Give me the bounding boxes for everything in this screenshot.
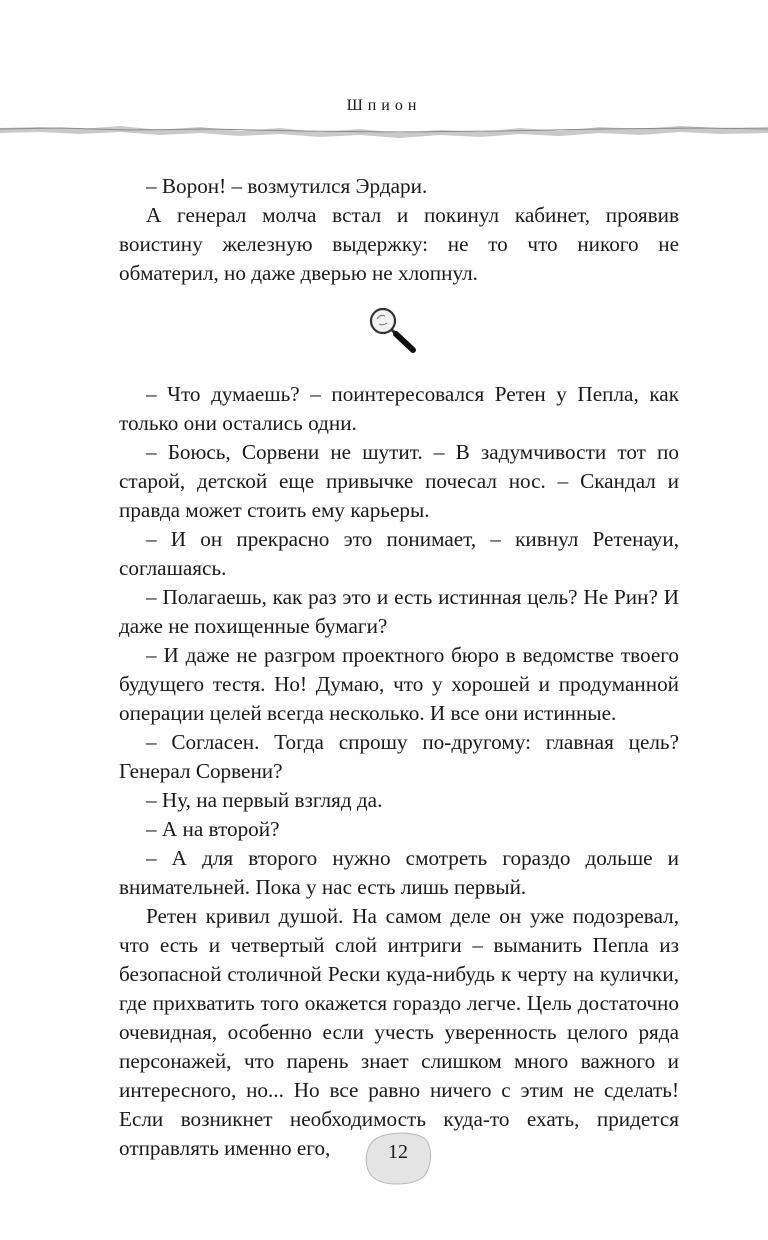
paragraph: – Полагаешь, как раз это и есть истинная цель? Не Рин? И даже не похищенные бумаги? xyxy=(119,585,679,638)
paragraph: – И он прекрасно это понимает, – кивнул Ретенауи, соглашаясь. xyxy=(119,527,679,580)
page-number: 12 xyxy=(388,1141,408,1163)
running-header: Шпион xyxy=(346,97,422,114)
page-number-badge xyxy=(362,1128,434,1188)
paragraph: – Согласен. Тогда спрошу по-другому: главная цель? Генерал Сорвени? xyxy=(119,730,679,783)
paragraph: А генерал молча встал и покинул кабинет, проявив воистину железную выдержку: не то что никого не обматерил, но даже дверью не хлопнул. xyxy=(119,203,679,285)
paragraph: – И даже не разгром проектного бюро в ведомстве твоего будущего тестя. Но! Думаю, что у хорошей и продуманной операции целей всегда несколько. И все они истинные. xyxy=(119,643,679,725)
paragraph: – А для второго нужно смотреть гораздо дольше и внимательней. Пока у нас есть лишь первый. xyxy=(119,846,679,899)
paragraph: Ретен кривил душой. На самом деле он уже подозревал, что есть и четвертый слой интриги – выманить Пепла из безопасной столичной Рески куда-нибудь к черту на кулички, где прихватить того окажется гораздо легче. Цель достаточно очевидная, особенно если учесть уверенность целого ряда персонажей, что парень знает слишком много важного и интересного, но... Но все равно ничего с этим не сделать! Если возникнет необходимость куда-то ехать, придется отправлять именно его, xyxy=(119,904,679,1160)
torn-paper-rule xyxy=(0,120,768,142)
paragraph: – Боюсь, Сорвени не шутит. – В задумчивости тот по старой, детской еще привычке почесал нос. – Скандал и правда может стоить ему карьеры. xyxy=(119,440,679,522)
paragraph: – Что думаешь? – поинтересовался Ретен у Пепла, как только они остались одни. xyxy=(119,382,679,435)
paragraph: – А на второй? xyxy=(146,817,280,841)
text-section-1 xyxy=(119,172,679,288)
magnifying-glass-icon xyxy=(365,303,420,358)
paragraph: – Ворон! – возмутился Эрдари. xyxy=(146,174,428,198)
text-section-2 xyxy=(119,380,679,1163)
paragraph: – Ну, на первый взгляд да. xyxy=(146,788,383,812)
